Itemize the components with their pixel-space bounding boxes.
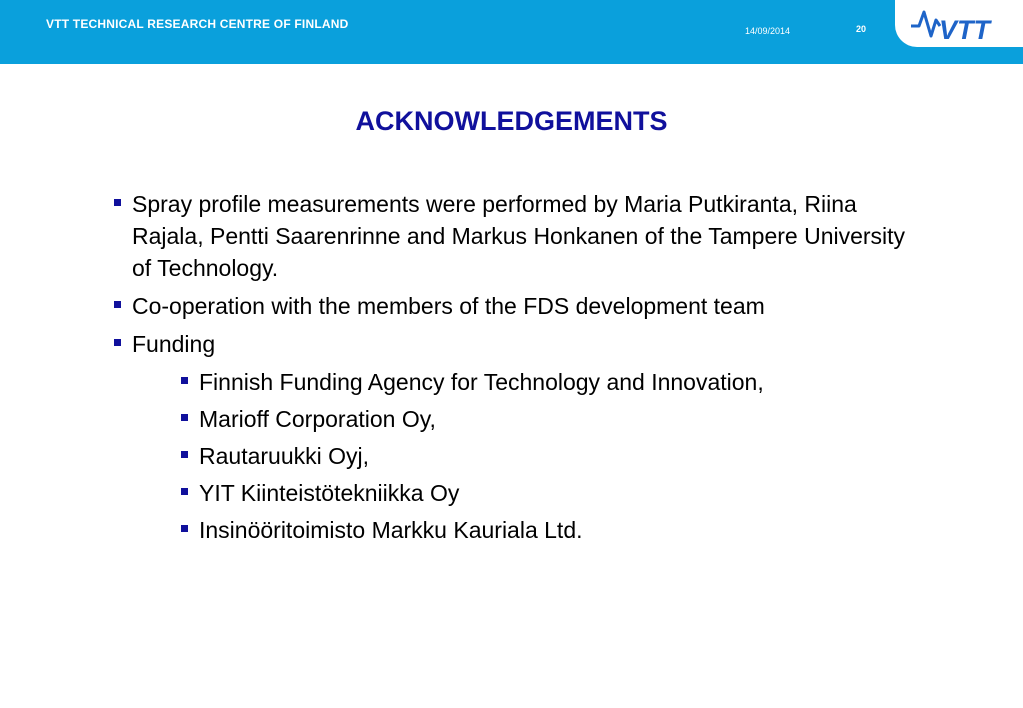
square-bullet-icon	[181, 488, 188, 495]
vtt-logo-text: VTT	[939, 15, 990, 42]
bullet-text: Co-operation with the members of the FDS development team	[132, 293, 765, 319]
square-bullet-icon	[114, 301, 121, 308]
funding-item	[181, 403, 914, 435]
square-bullet-icon	[114, 199, 121, 206]
square-bullet-icon	[181, 377, 188, 384]
bullet-item	[114, 328, 914, 546]
organization-name: VTT TECHNICAL RESEARCH CENTRE OF FINLAND	[46, 17, 349, 31]
slide-date: 14/09/2014	[745, 26, 791, 36]
bullet-item	[114, 290, 914, 322]
square-bullet-icon	[181, 451, 188, 458]
slide-title: ACKNOWLEDGEMENTS	[355, 106, 668, 136]
funding-item	[181, 440, 914, 472]
square-bullet-icon	[181, 414, 188, 421]
slide-content	[114, 188, 914, 552]
funding-item	[181, 514, 914, 546]
vtt-logo	[895, 0, 1023, 47]
square-bullet-icon	[181, 525, 188, 532]
funding-text: Marioff Corporation Oy,	[199, 406, 436, 432]
funding-item	[181, 477, 914, 509]
funding-list	[181, 366, 914, 546]
vtt-logo-icon	[909, 6, 1009, 42]
page-number: 20	[856, 24, 867, 34]
funding-text: Rautaruukki Oyj,	[199, 443, 370, 469]
bullet-text: Funding	[132, 331, 216, 357]
funding-item	[181, 366, 914, 398]
funding-text: YIT Kiinteistötekniikka Oy	[199, 480, 460, 506]
bullet-item	[114, 188, 914, 284]
bullet-text: Spray profile measurements were performed by Maria Putkiranta, Riina Rajala, Pentti Saarenrinne and Markus Honkanen of the Tampere University of Technology.	[132, 191, 906, 281]
square-bullet-icon	[114, 339, 121, 346]
funding-text: Insinööritoimisto Markku Kauriala Ltd.	[199, 517, 583, 543]
header-bar	[0, 0, 1023, 64]
funding-text: Finnish Funding Agency for Technology and Innovation,	[199, 369, 764, 395]
